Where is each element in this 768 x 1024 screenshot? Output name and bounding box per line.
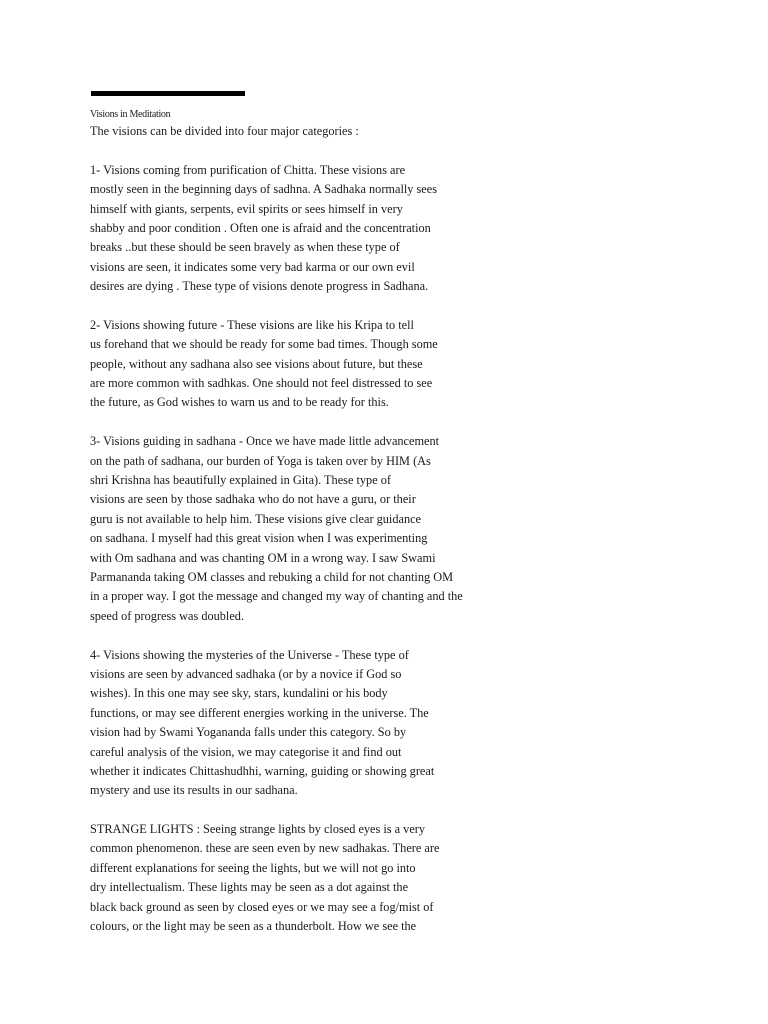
text-line: visions are seen, it indicates some very bad karma or our own evil — [90, 259, 415, 274]
text-line: in a proper way. I got the message and changed my way of chanting and the — [90, 589, 463, 604]
text-line: visions are seen by those sadhaka who do not have a guru, or their — [90, 492, 416, 507]
text-line: careful analysis of the vision, we may categorise it and find out — [90, 744, 402, 759]
text-line: himself with giants, serpents, evil spirits or sees himself in very — [90, 201, 403, 216]
paragraph-future-visions — [90, 316, 690, 413]
text-line: 2- Visions showing future - These visions are like his Kripa to tell — [90, 317, 414, 332]
text-line: desires are dying . These type of visions denote progress in Sadhana. — [90, 279, 429, 294]
document-body — [90, 122, 690, 936]
text-line: with Om sadhana and was chanting OM in a wrong way. I saw Swami — [90, 550, 436, 565]
paragraph-purification-visions — [90, 161, 690, 297]
text-line: visions are seen by advanced sadhaka (or by a novice if God so — [90, 666, 402, 681]
text-line: black back ground as seen by closed eyes or we may see a fog/mist of — [90, 899, 434, 914]
header-rule — [91, 91, 245, 96]
paragraph-universe-visions — [90, 646, 690, 801]
paragraph-gap — [90, 801, 690, 820]
paragraph-gap — [90, 297, 690, 316]
text-line: whether it indicates Chittashudhhi, warning, guiding or showing great — [90, 763, 435, 778]
text-line: different explanations for seeing the lights, but we will not go into — [90, 860, 416, 875]
text-line: on the path of sadhana, our burden of Yoga is taken over by HIM (As — [90, 453, 431, 468]
paragraph-gap — [90, 626, 690, 645]
paragraph-gap — [90, 413, 690, 432]
text-line: vision had by Swami Yogananda falls under this category. So by — [90, 725, 407, 740]
text-line: people, without any sadhana also see visions about future, but these — [90, 356, 423, 371]
text-line: are more common with sadhkas. One should not feel distressed to see — [90, 376, 433, 391]
paragraph-strange-lights — [90, 820, 690, 936]
text-line: STRANGE LIGHTS : Seeing strange lights by closed eyes is a very — [90, 822, 426, 837]
text-line: shri Krishna has beautifully explained in Gita). These type of — [90, 473, 391, 488]
text-line: mostly seen in the beginning days of sadhna. A Sadhaka normally sees — [90, 182, 437, 197]
text-line: Parmananda taking OM classes and rebuking a child for not chanting OM — [90, 569, 454, 584]
text-line: 1- Visions coming from purification of Chitta. These visions are — [90, 162, 406, 177]
paragraph-guiding-visions — [90, 432, 690, 626]
text-line: on sadhana. I myself had this great vision when I was experimenting — [90, 531, 428, 546]
text-line: common phenomenon. these are seen even by new sadhakas. There are — [90, 841, 440, 856]
text-line: shabby and poor condition . Often one is afraid and the concentration — [90, 220, 431, 235]
text-line: us forehand that we should be ready for some bad times. Though some — [90, 337, 438, 352]
text-line: speed of progress was doubled. — [90, 608, 245, 623]
text-line: guru is not available to help him. These visions give clear guidance — [90, 511, 422, 526]
text-line: mystery and use its results in our sadhana. — [90, 783, 298, 798]
text-line: 3- Visions guiding in sadhana - Once we have made little advancement — [90, 434, 440, 449]
text-line: dry intellectualism. These lights may be seen as a dot against the — [90, 880, 409, 895]
document-title: Visions in Meditation — [90, 109, 171, 120]
text-line: colours, or the light may be seen as a thunderbolt. How we see the — [90, 919, 417, 934]
text-line: functions, or may see different energies working in the universe. The — [90, 705, 429, 720]
paragraph-gap — [90, 141, 690, 160]
text-line: 4- Visions showing the mysteries of the Universe - These type of — [90, 647, 409, 662]
intro-text: The visions can be divided into four major categories : — [90, 124, 359, 138]
text-line: wishes). In this one may see sky, stars, kundalini or his body — [90, 686, 388, 701]
text-line: breaks ..but these should be seen bravely as when these type of — [90, 240, 400, 255]
text-line: the future, as God wishes to warn us and to be ready for this. — [90, 395, 389, 410]
